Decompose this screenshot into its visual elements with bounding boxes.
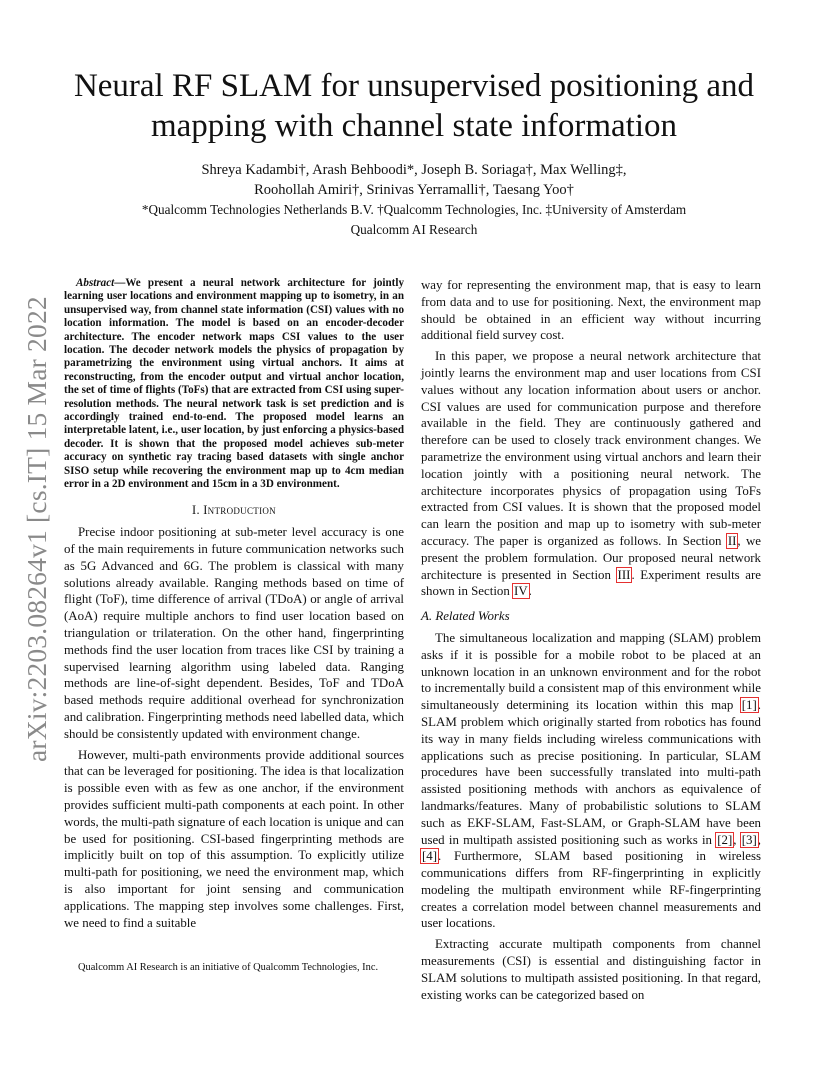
related-paragraph-1-text-c: . Furthermore, SLAM based positioning in wireless communications differs from RF-fingerprinting in explicitly modeling the multipath environment while RF-fingerprinting creates a correlation model between channel measurements and user locations. — [421, 849, 761, 931]
section-number: I. — [192, 502, 200, 517]
abstract-label: Abstract — [76, 277, 115, 289]
citation-link-1[interactable]: [1] — [741, 698, 757, 713]
footnote: Qualcomm AI Research is an initiative of Qualcomm Technologies, Inc. — [78, 962, 379, 973]
intro-paragraph-4-text-c: . Experiment results are shown in Section — [421, 567, 762, 599]
affiliation-line: *Qualcomm Technologies Netherlands B.V. †Qualcomm Technologies, Inc. ‡University of Amsterdam — [141, 202, 687, 217]
related-paragraph-1-text-a: The simultaneous localization and mapping (SLAM) problem asks if it is possible for a mobile robot to be placed at an unknown location in an unknown environment and for the robot to incrementally build a consistent map of this environment while simultaneously determining its location within this map — [421, 630, 761, 713]
related-paragraph-1 — [421, 630, 761, 932]
affiliation-line-2: Qualcomm AI Research — [350, 222, 478, 237]
section-link-IV[interactable]: IV — [514, 584, 528, 599]
author-line-2: Roohollah Amiri†, Srinivas Yerramalli†, Taesang Yoo† — [254, 182, 574, 198]
citation-link-4[interactable]: [4] — [422, 849, 438, 864]
citation-separator: , — [757, 832, 761, 847]
citation-link-3[interactable]: [3] — [741, 832, 757, 847]
citation-link-2[interactable]: [2] — [717, 832, 733, 847]
right-column — [421, 277, 761, 1007]
abstract-text: —We present a neural network architecture for jointly learning user locations and environment mapping up to isometry, in an unsupervised way, from channel state information (CSI) values with no location information. The model is based on an encoder-decoder architecture. The encoder network maps CSI values to the user location. The decoder network models the physics of propagation by parametrizing the environment using virtual anchors. It aims at reconstructing, from the encoder output and virtual anchor location, the set of time of flights (ToFs) that are extracted from CSI using super-resolution methods. The neural network task is set prediction and is accordingly trained end-to-end. The proposed model learns an interpretable latent, i.e., user location, by just enforcing a physics-based decoder. It is shown that the proposed model achieves sub-meter accuracy on synthetic ray tracing based datasets with single anchor SISO setup while recovering the environment map up to 4cm median error in a 2D environment and 15cm in a 3D environment. — [64, 277, 404, 491]
arxiv-identifier-stamp: arXiv:2203.08264v1 [cs.IT] 15 Mar 2022 — [21, 296, 52, 762]
abstract — [64, 277, 404, 492]
related-paragraph-1-text-b: . SLAM problem which originally started from robotics has found its way in many fields including wireless communications with applications such as precise positioning. In particular, SLAM procedures have been successfully translated into multi-path assisted positioning methods with anchors as equivalence of landmarks/features. Many of probabilistic solutions to SLAM such as EKF-SLAM, Fast-SLAM, or Graph-SLAM have been used in multipath assisted positioning such as works in — [421, 698, 761, 847]
section-heading-introduction — [64, 502, 404, 519]
intro-paragraph-2: However, multi-path environments provide additional sources that can be leveraged for positioning. The idea is that localization is possible even with as few as one anchor, if the environment provides sufficient multi-path components at each point. In other words, the multi-path signature of each location is unique and can be used for positioning. CSI-based fingerprinting methods are implicitly built on top of this assumption. To explicitly utilize multi-path for positioning, we need the environment map, which is also important for joint sensing and communication applications. The mapping step involves some challenges. First, we need to find a suitable — [64, 747, 404, 930]
section-link-III[interactable]: III — [617, 567, 631, 582]
related-paragraph-2: Extracting accurate multipath components from channel measurements (CSI) is essential and distinguishing factor in SLAM solutions to multipath assisted positioning. In that regard, existing works can be categorized based on — [421, 937, 761, 1002]
paper-title: Neural RF SLAM for unsupervised positioning and mapping with channel state information — [73, 68, 755, 144]
section-title: Introduction — [203, 502, 276, 517]
author-block — [120, 160, 708, 240]
intro-paragraph-4-text-d: . — [528, 584, 532, 599]
section-link-II[interactable]: II — [727, 533, 737, 548]
intro-paragraph-4-text-b: , we present the problem formulation. Our proposed neural network architecture is presented in Section — [421, 533, 761, 582]
intro-paragraph-3: way for representing the environment map, that is easy to learn from data and to use for positioning. Next, the environment map should be obtained in an efficient way without incurring additional field survey cost. — [421, 278, 761, 343]
intro-paragraph-1: Precise indoor positioning at sub-meter level accuracy is one of the main requirements in future communication networks such as 5G Advanced and 6G. The problem is classical with many solutions already available. Ranging methods based on time of flight (ToF), time difference of arrival (TDoA) or angle of arrival (AoA) require multiple anchors to find user location based on triangulation or trilateration. On the other hand, fingerprinting methods find the user location from traces like CSI by training a supervised learning algorithm using labeled data. Ranging methods are line-of-sight dependent. Besides, ToF and TDoA based methods require additional overhead for synchronization and calibration. Fingerprinting methods need labelled data, which should be consistently updated with environment change. — [64, 525, 404, 741]
intro-paragraph-4-text-a: In this paper, we propose a neural network architecture that jointly learns the environment map and user locations from CSI values without any location information about users or anchor. CSI values are used for communication purpose and therefore available in the field. They are continuously gathered and therefore can be used to closely track environment changes. We parametrize the environment using virtual anchors and learn their location jointly with a positioning neural network. The architecture incorporates physics of propagation using ToFs extracted from CSI values. It is shown that the proposed model can learn the position and map up to isometry with sub-meter accuracy. The paper is organized as follows. In Section — [421, 349, 761, 548]
citation-separator: , — [733, 832, 741, 847]
subsection-heading-related-works: A. Related Works — [421, 609, 510, 624]
left-column — [64, 277, 404, 935]
intro-paragraph-4 — [421, 348, 761, 600]
author-line-1: Shreya Kadambi†, Arash Behboodi*, Joseph B. Soriaga†, Max Welling‡, — [201, 162, 627, 178]
